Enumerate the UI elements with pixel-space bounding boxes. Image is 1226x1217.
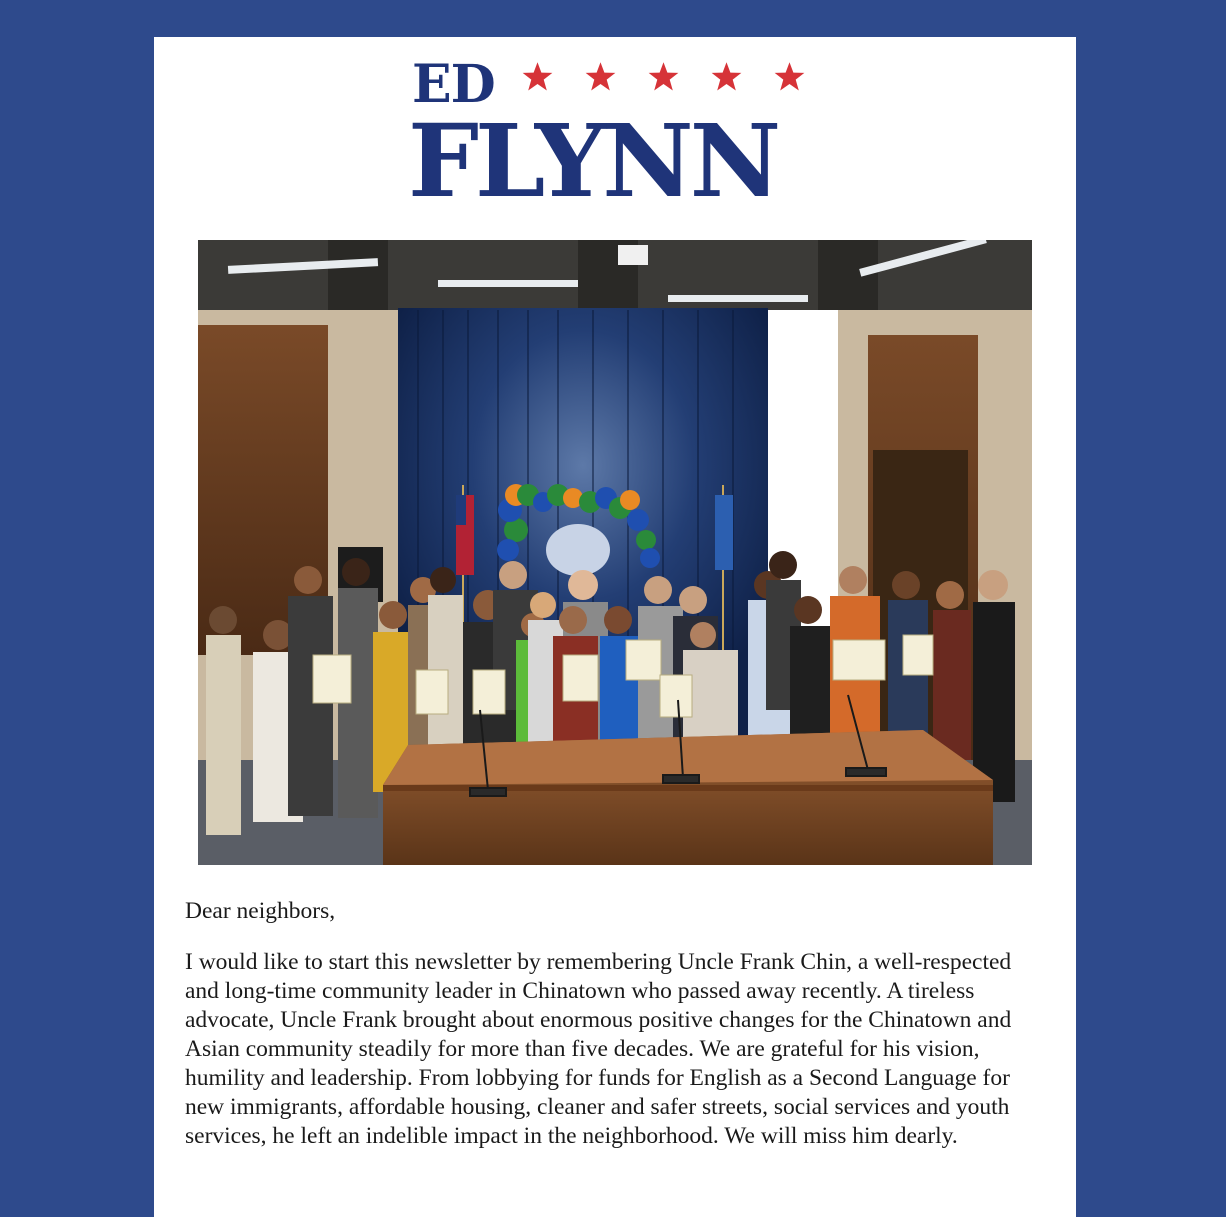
letter-paragraph: I would like to start this newsletter by remembering Uncle Frank Chin, a well-respected and long-time community leader in Chinatown who passed away recently. A tireless advocate, Uncle Frank brought about enormous positive changes for the Chinatown and Asian community steadily for more than five decades. We are grateful for his vision, humility and leadership. From lobbying for funds for English as a Second Language for new immigrants, affordable housing, cleaner and safer streets, social services and youth services, he left an indelible impact in the neighborhood. We will miss him dearly. <box>185 949 1012 1149</box>
logo-first-name: ED <box>412 54 495 115</box>
salutation: Dear neighbors, <box>185 898 336 924</box>
star-icon <box>774 61 805 92</box>
star-icon <box>522 61 553 92</box>
letter-body <box>185 897 1045 1173</box>
logo-stars <box>522 61 805 101</box>
star-icon <box>711 61 742 92</box>
ed-flynn-logo <box>408 54 822 220</box>
star-icon <box>648 61 679 92</box>
group-photo <box>198 240 1032 865</box>
group-photo-illustration <box>198 240 1032 865</box>
star-icon <box>585 61 616 92</box>
newsletter-page <box>154 37 1076 1217</box>
logo-last-name: FLYNN <box>408 102 778 220</box>
